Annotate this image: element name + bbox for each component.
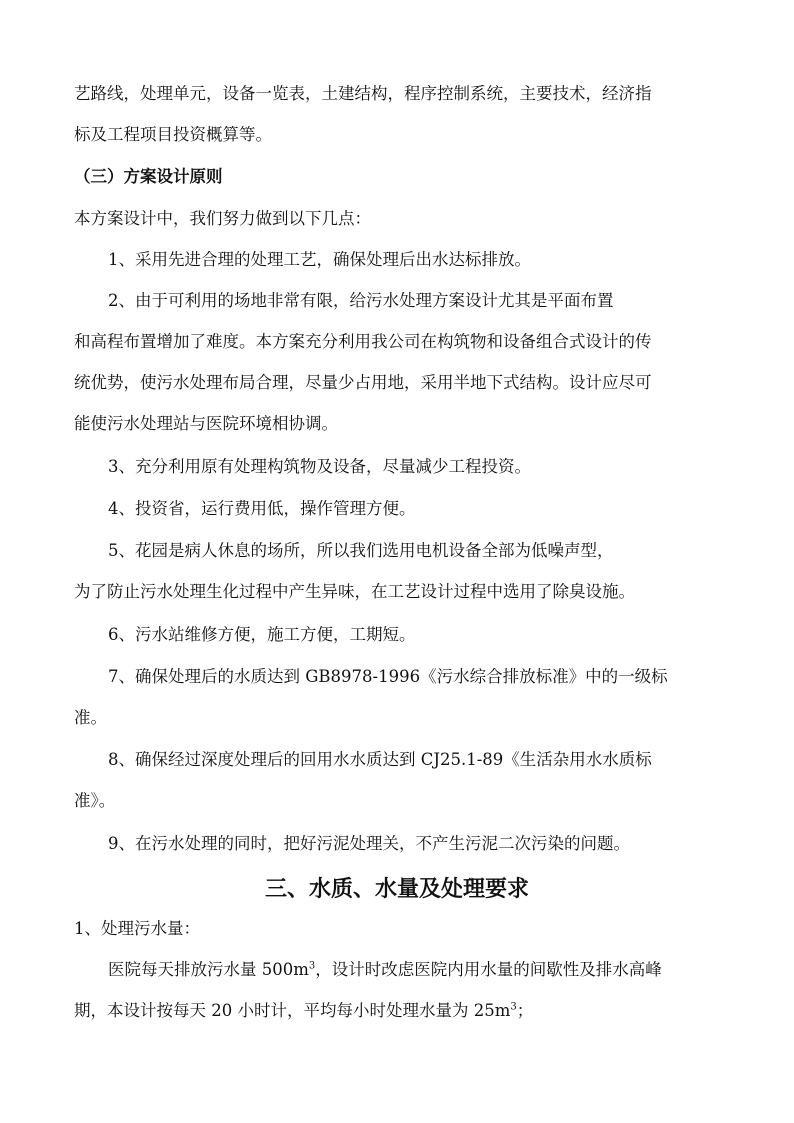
item-4: 4、投资省，运行费用低，操作管理方便。 xyxy=(108,499,416,518)
item-2-line-1: 2、由于可利用的场地非常有限，给污水处理方案设计尤其是平面布置 xyxy=(108,291,614,310)
section-lead: 本方案设计中，我们努力做到以下几点： xyxy=(74,209,371,228)
item-8-line-1: 8、确保经过深度处理后的回用水水质达到 CJ25.1-89《生活杂用水水质标 xyxy=(108,750,652,769)
item-7-line-1: 7、确保处理后的水质达到 GB8978-1996《污水综合排放标准》中的一级标 xyxy=(108,667,668,686)
item-5-line-2: 为了防止污水处理生化过程中产生异味，在工艺设计过程中选用了除臭设施。 xyxy=(74,582,635,601)
chapter-title: 三、水质、水量及处理要求 xyxy=(264,876,529,902)
intro-line-1: 艺路线，处理单元，设备一览表，土建结构，程序控制系统，主要技术，经济指 xyxy=(74,84,652,103)
water-volume-line-2 xyxy=(74,1000,533,1022)
water-volume-line-1 xyxy=(108,959,662,981)
water-volume-text-c: 期，本设计按每天 20 小时计，平均每小时处理水量为 25m xyxy=(74,1001,511,1020)
item-7-line-2: 准。 xyxy=(74,708,107,727)
intro-line-2: 标及工程项目投资概算等。 xyxy=(74,125,272,144)
item-3: 3、充分利用原有处理构筑物及设备，尽量减少工程投资。 xyxy=(108,457,531,476)
item-2-line-3: 统优势，使污水处理布局合理，尽量少占用地，采用半地下式结构。设计应尽可 xyxy=(74,373,652,392)
item-5-line-1: 5、花园是病人休息的场所，所以我们选用电机设备全部为低噪声型， xyxy=(108,541,614,560)
subsection-title: 1、处理污水量： xyxy=(74,919,200,938)
water-volume-text-d: ； xyxy=(516,1001,534,1020)
item-1: 1、采用先进合理的处理工艺，确保处理后出水达标排放。 xyxy=(108,250,531,269)
water-volume-text-b: ，设计时改虑医院内用水量的间歇性及排水高峰 xyxy=(315,960,662,979)
item-2-line-2: 和高程布置增加了难度。本方案充分利用我公司在构筑物和设备组合式设计的传 xyxy=(74,332,652,351)
item-9: 9、在污水处理的同时，把好污泥处理关，不产生污泥二次污染的问题。 xyxy=(108,834,630,853)
item-6: 6、污水站维修方便，施工方便，工期短。 xyxy=(108,625,416,644)
superscript-3b: 3 xyxy=(510,1001,517,1013)
section-title: （三）方案设计原则 xyxy=(74,167,223,186)
superscript-3: 3 xyxy=(308,960,316,972)
water-volume-text-a: 医院每天排放污水量 500m xyxy=(108,960,309,979)
item-8-line-2: 准》。 xyxy=(74,791,116,810)
item-2-line-4: 能使污水处理站与医院环境相协调。 xyxy=(74,414,338,433)
